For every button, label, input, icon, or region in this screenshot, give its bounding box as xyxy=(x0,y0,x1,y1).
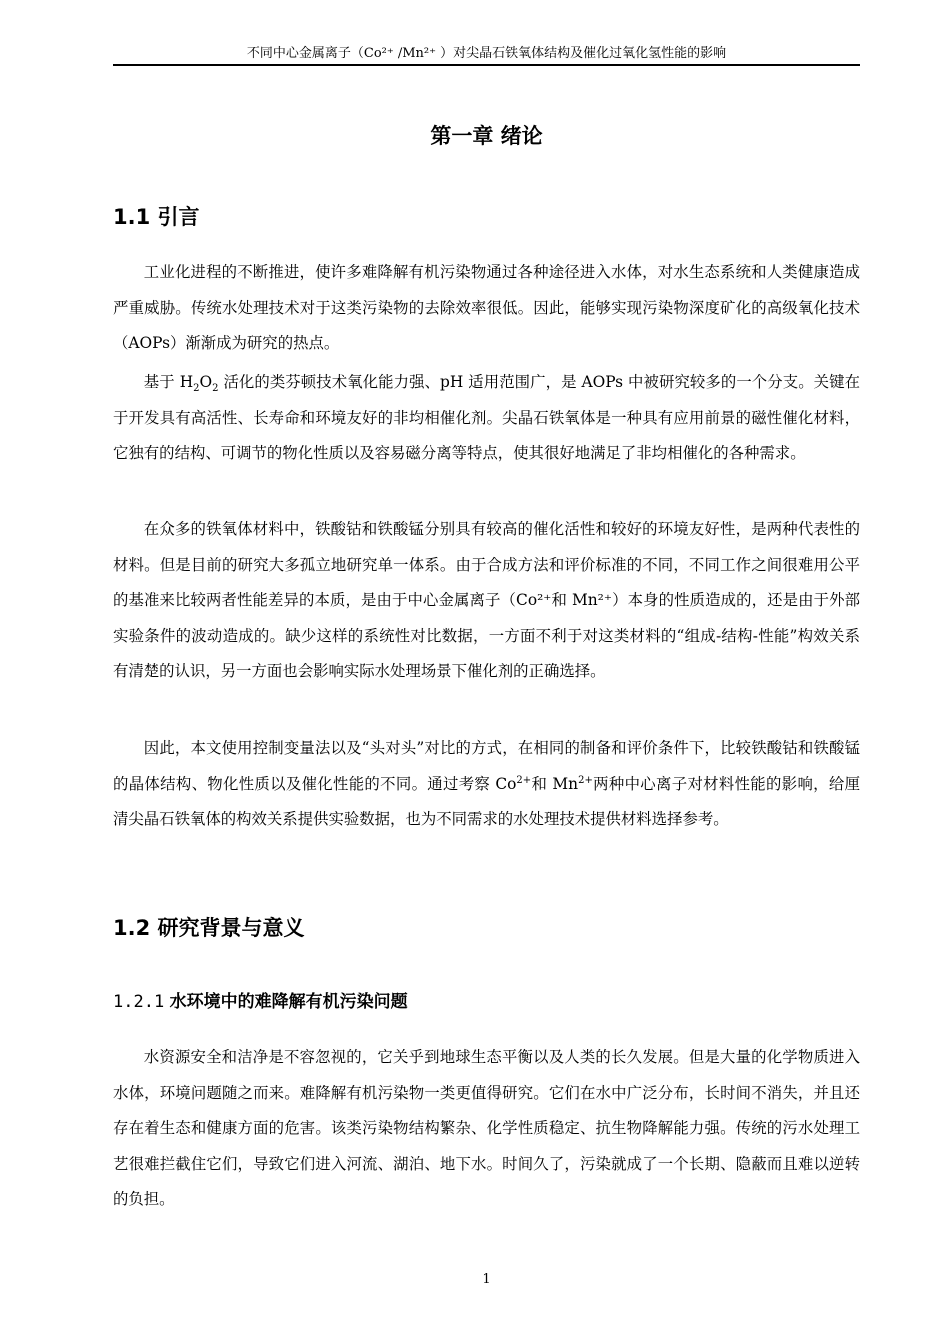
subsection-number: 1.2.1 xyxy=(113,992,165,1012)
paragraph-intro-2-text-b: O xyxy=(199,373,213,391)
paragraph-intro-4-text-b: 和 Mn xyxy=(531,774,579,793)
paragraph-intro-4-text-c: 两种中心离子对材料性能的影响，给厘清尖晶石铁氧体的构效关系提供实验数据，也为不同需求的水处理技术提供材料选择参考。 xyxy=(113,774,860,829)
paragraph-intro-4 xyxy=(113,731,860,838)
section-heading-1-1: 1.1 引言 xyxy=(113,205,200,229)
paragraph-intro-3: 在众多的铁氧体材料中，铁酸钴和铁酸锰分别具有较高的催化活性和较好的环境友好性，是两种代表性的材料。但是目前的研究大多孤立地研究单一体系。由于合成方法和评价标准的不同，不同工作之间很难用公平的基准来比较两者性能差异的本质，是由于中心金属离子（Co²⁺和 Mn²⁺）本身的性质造成的，还是由于外部实验条件的波动造成的。缺少这样的系统性对比数据，一方面不利于对这类材料的“组成-结构-性能”构效关系有清楚的认识，另一方面也会影响实际水处理场景下催化剂的正确选择。 xyxy=(113,520,860,681)
paragraph-intro-2-text-a: 基于 H xyxy=(143,373,194,391)
header-rule xyxy=(113,64,860,66)
subscript-2: 2 xyxy=(193,383,200,395)
page-number: 1 xyxy=(482,1272,491,1287)
superscript-charge: 2+ xyxy=(516,774,532,786)
paragraph-intro-2-text-c: 活化的类芬顿技术氧化能力强、pH 适用范围广，是 AOPs 中被研究较多的一个分支。关键在于开发具有高活性、长寿命和环境友好的非均相催化剂。尖晶石铁氧体是一种具有应用前景的磁性催化材料，它独有的结构、可调节的物化性质以及容易磁分离等特点，使其很好地满足了非均相催化的各种需求。 xyxy=(113,373,860,463)
paragraph-intro-4-text-a: 因此，本文使用控制变量法以及“头对头”对比的方式，在相同的制备和评价条件下，比较铁酸钴和铁酸锰的晶体结构、物化性质以及催化性能的不同。通过考察 Co xyxy=(113,739,860,793)
paragraph-background-1: 水资源安全和洁净是不容忽视的，它关乎到地球生态平衡以及人类的长久发展。但是大量的化学物质进入水体，环境问题随之而来。难降解有机污染物一类更值得研究。它们在水中广泛分布，长时间不消失，并且还存在着生态和健康方面的危害。该类污染物结构繁杂、化学性质稳定、抗生物降解能力强。传统的污水处理工艺很难拦截住它们，导致它们进入河流、湖泊、地下水。时间久了，污染就成了一个长期、隐蔽而且难以逆转的负担。 xyxy=(113,1048,860,1209)
paragraph-intro-1: 工业化进程的不断推进，使许多难降解有机污染物通过各种途径进入水体，对水生态系统和人类健康造成严重威胁。传统水处理技术对于这类污染物的去除效率很低。因此，能够实现污染物深度矿化的高级氧化技术（AOPs）渐渐成为研究的热点。 xyxy=(113,263,860,353)
superscript-charge: 2+ xyxy=(578,774,593,786)
subscript-2: 2 xyxy=(212,383,219,395)
paragraph-intro-2 xyxy=(113,365,860,472)
chapter-title: 第一章 绪论 xyxy=(430,124,543,148)
running-header: 不同中心金属离子（Co²⁺ /Mn²⁺ ）对尖晶石铁氧体结构及催化过氧化氢性能的影响 xyxy=(246,46,727,61)
subsection-title: 水环境中的难降解有机污染问题 xyxy=(169,992,408,1012)
subsection-heading-1-2-1 xyxy=(113,989,408,1015)
section-heading-1-2: 1.2 研究背景与意义 xyxy=(113,916,305,940)
